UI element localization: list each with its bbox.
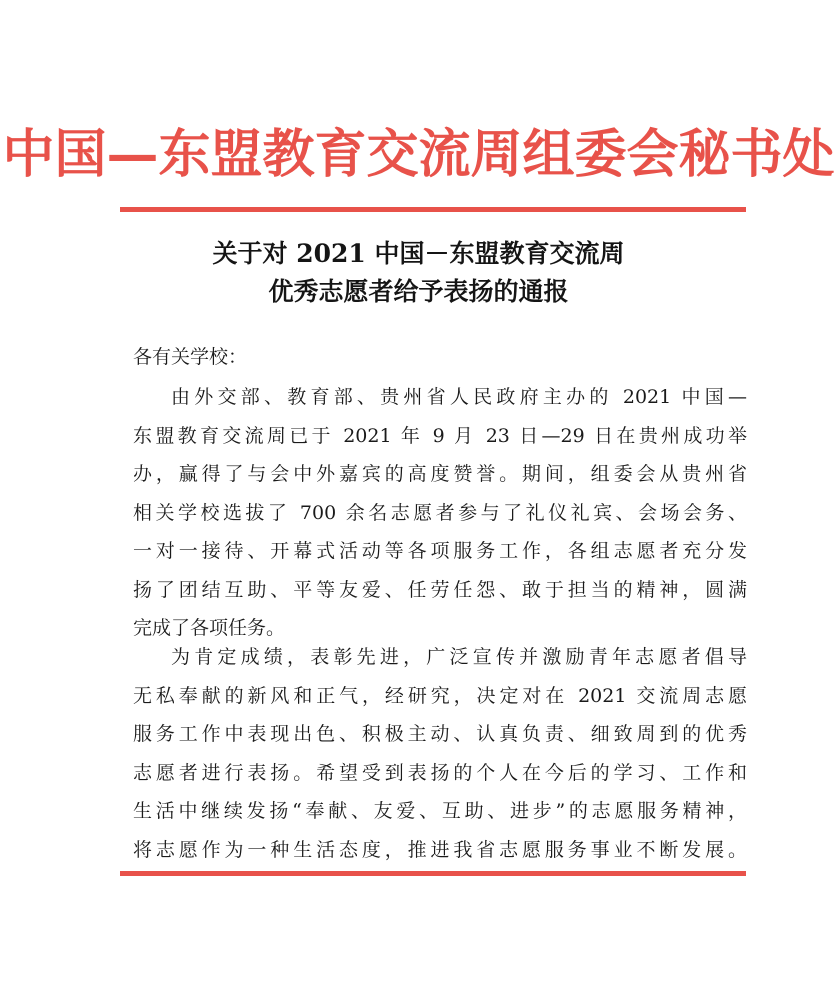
paragraph-line: 为肯定成绩，表彰先进，广泛宣传并激励青年志愿者倡导 bbox=[171, 646, 747, 668]
header-red-rule bbox=[120, 207, 746, 212]
paragraph-line: 办，赢得了与会中外嘉宾的高度赞誉。期间，组委会从贵州省 bbox=[133, 463, 747, 485]
document-title bbox=[0, 235, 837, 311]
document-title-line-2: 优秀志愿者给予表扬的通报 bbox=[268, 277, 569, 306]
paragraph-line: 服务工作中表现出色、积极主动、认真负责、细致周到的优秀 bbox=[133, 723, 747, 745]
footer-red-rule bbox=[120, 871, 746, 876]
paragraph-line: 志愿者进行表扬。希望受到表扬的个人在今后的学习、工作和 bbox=[133, 761, 747, 784]
paragraph-line: 无私奉献的新风和正气，经研究，决定对在 2021 交流周志愿 bbox=[133, 684, 747, 707]
paragraph-2 bbox=[133, 638, 747, 869]
issuing-organization-title: 中国—东盟教育交流周组委会秘书处 bbox=[2, 124, 835, 185]
document-title-line-1: 关于对 2021 中国－东盟教育交流周 bbox=[212, 239, 625, 268]
paragraph-line: 完成了各项任务。 bbox=[133, 617, 286, 639]
paragraph-line: 由外交部、教育部、贵州省人民政府主办的 2021 中国— bbox=[171, 386, 747, 408]
paragraph-line: 生活中继续发扬“奉献、友爱、互助、进步”的志愿服务精神， bbox=[133, 800, 747, 822]
paragraph-line: 相关学校选拔了 700 余名志愿者参与了礼仪礼宾、会场会务、 bbox=[133, 501, 747, 524]
paragraph-line: 扬了团结互助、平等友爱、任劳任怨、敢于担当的精神，圆满 bbox=[133, 578, 747, 601]
paragraph-line: 将志愿作为一种生活态度，推进我省志愿服务事业不断发展。 bbox=[133, 838, 747, 861]
paragraph-line: 一对一接待、开幕式活动等各项服务工作，各组志愿者充分发 bbox=[133, 540, 747, 562]
paragraph-line: 东盟教育交流周已于 2021 年 9 月 23 日—29 日在贵州成功举 bbox=[133, 424, 747, 447]
paragraph-1 bbox=[133, 378, 747, 648]
salutation: 各有关学校： bbox=[133, 346, 248, 368]
